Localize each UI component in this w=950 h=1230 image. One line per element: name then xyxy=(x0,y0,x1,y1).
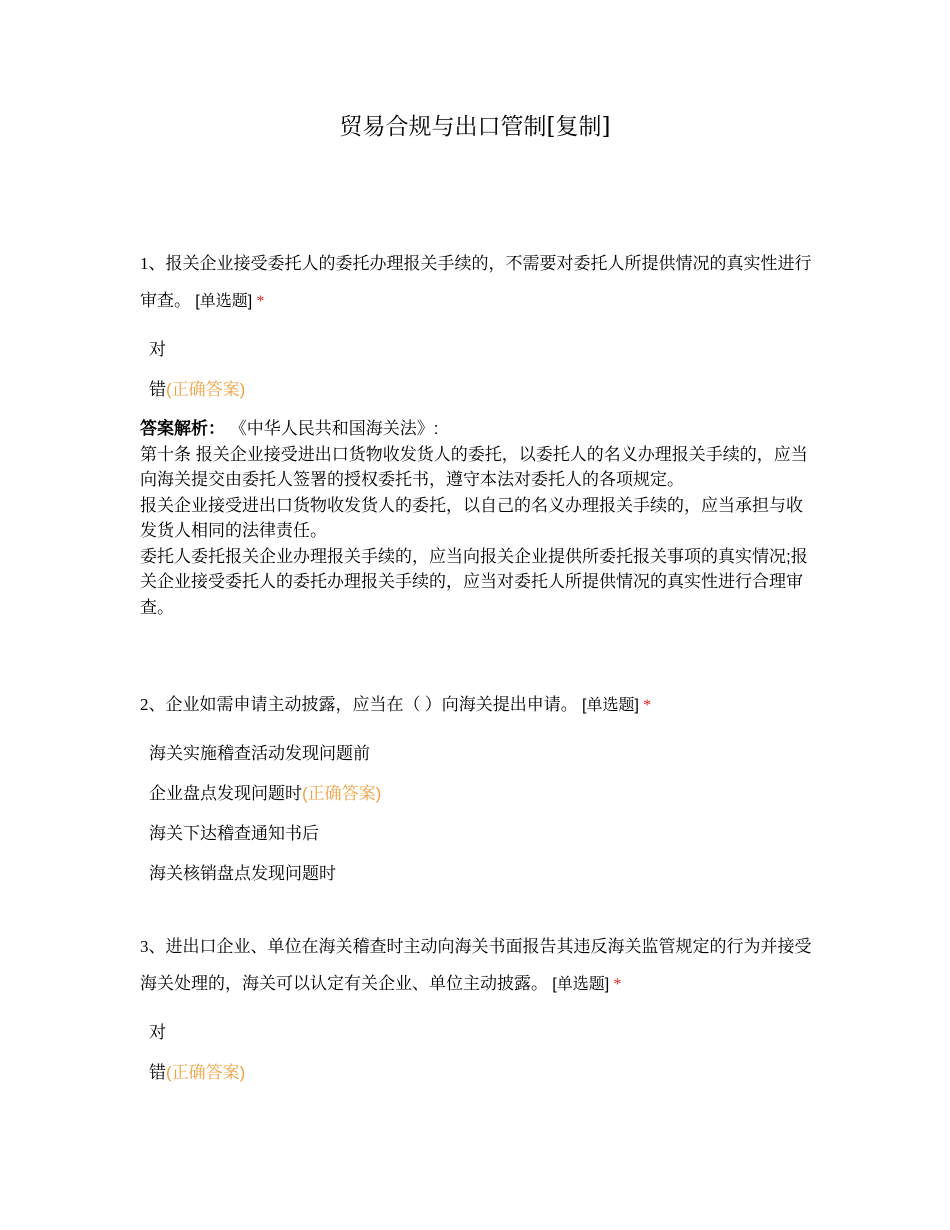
question-text: 3、进出口企业、单位在海关稽查时主动向海关书面报告其违反海关监管规定的行为并接受海关处理的，海关可以认定有关企业、单位主动披露。 xyxy=(140,937,812,993)
option-text: 海关核销盘点发现问题时 xyxy=(149,864,336,883)
option-2[interactable] xyxy=(140,774,812,814)
question-3 xyxy=(140,928,812,1093)
option-text: 错 xyxy=(149,1063,166,1082)
option-list xyxy=(140,330,812,410)
option-text: 错 xyxy=(149,380,166,399)
option-text: 企业盘点发现问题时 xyxy=(149,784,302,803)
question-type: [单选题] xyxy=(552,976,610,993)
required-star: * xyxy=(256,293,265,310)
option-text: 海关实施稽查活动发现问题前 xyxy=(149,744,370,763)
answer-analysis xyxy=(140,416,812,620)
option-2[interactable] xyxy=(140,370,812,410)
option-1[interactable] xyxy=(140,1013,812,1053)
question-text: 2、企业如需申请主动披露，应当在（ ）向海关提出申请。 xyxy=(140,695,578,714)
option-4[interactable] xyxy=(140,854,812,894)
option-text: 对 xyxy=(149,340,166,359)
question-1 xyxy=(140,245,812,620)
correct-answer-tag: (正确答案) xyxy=(166,380,246,399)
analysis-heading: 《中华人民共和国海关法》: xyxy=(229,419,439,438)
correct-answer-tag: (正确答案) xyxy=(302,784,382,803)
option-list xyxy=(140,1013,812,1093)
question-2 xyxy=(140,686,812,894)
option-list xyxy=(140,734,812,894)
correct-answer-tag: (正确答案) xyxy=(166,1063,246,1082)
question-stem xyxy=(140,686,812,724)
required-star: * xyxy=(643,697,652,714)
option-1[interactable] xyxy=(140,734,812,774)
page-title: 贸易合规与出口管制[复制] xyxy=(339,114,611,140)
question-stem xyxy=(140,245,812,320)
analysis-paragraph: 报关企业接受进出口货物收发货人的委托，以自己的名义办理报关手续的，应当承担与收发货人相同的法律责任。 xyxy=(140,495,803,540)
option-text: 对 xyxy=(149,1023,166,1042)
option-2[interactable] xyxy=(140,1053,812,1093)
required-star: * xyxy=(613,976,622,993)
option-1[interactable] xyxy=(140,330,812,370)
question-text: 1、报关企业接受委托人的委托办理报关手续的，不需要对委托人所提供情况的真实性进行审查。 xyxy=(140,254,812,310)
option-text: 海关下达稽查通知书后 xyxy=(149,824,319,843)
option-3[interactable] xyxy=(140,814,812,854)
question-type: [单选题] xyxy=(195,293,253,310)
analysis-label: 答案解析： xyxy=(140,419,225,438)
question-type: [单选题] xyxy=(582,697,639,714)
analysis-paragraph: 第十条 报关企业接受进出口货物收发货人的委托，以委托人的名义办理报关手续的，应当向海关提交由委托人签署的授权委托书，遵守本法对委托人的各项规定。 xyxy=(140,444,808,489)
analysis-paragraph: 委托人委托报关企业办理报关手续的，应当向报关企业提供所委托报关事项的真实情况;报关企业接受委托人的委托办理报关手续的，应当对委托人所提供情况的真实性进行合理审查。 xyxy=(140,546,808,617)
question-stem xyxy=(140,928,812,1003)
